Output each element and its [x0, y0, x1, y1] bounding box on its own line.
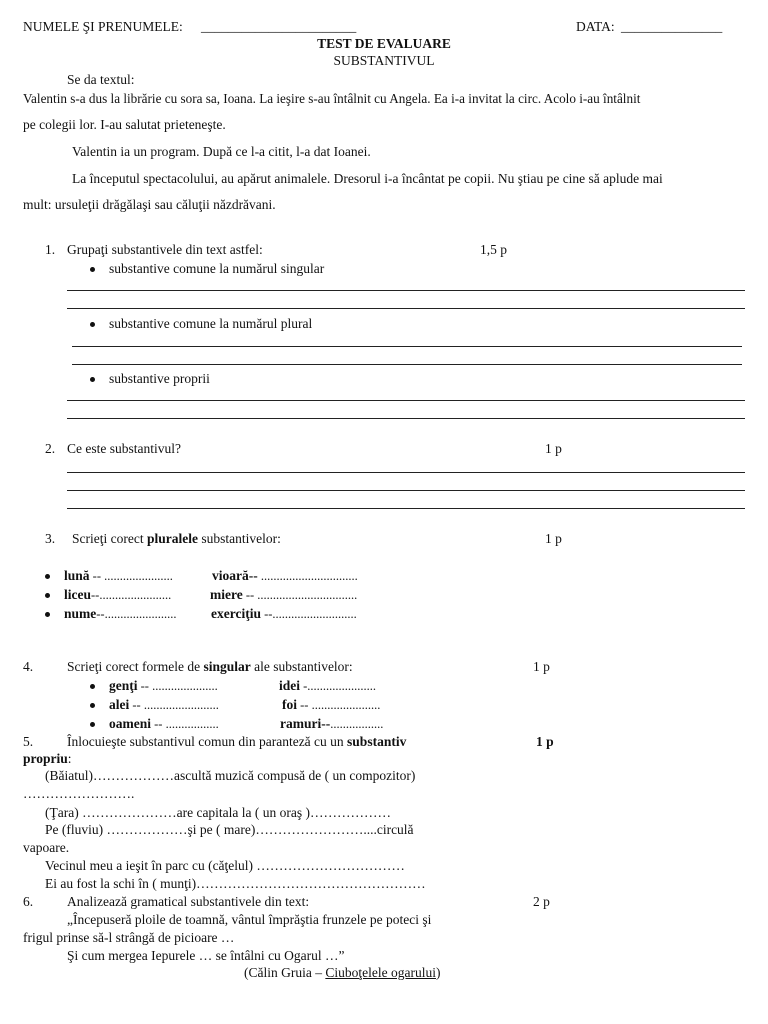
q4-word: oameni	[109, 716, 151, 731]
q3-row-3b	[211, 606, 357, 622]
q4-text-pre: Scrieţi corect formele de	[67, 659, 204, 674]
q4-word: ramuri--	[280, 716, 331, 731]
bullet-icon	[45, 574, 50, 579]
q6-text: Analizează gramatical substantivele din text:	[67, 894, 310, 909]
q3-word: nume	[64, 606, 97, 621]
q5-text-pre: Înlocuieşte substantivul comun din paranteză cu un	[67, 734, 348, 749]
q5-text-cont	[23, 751, 72, 767]
q4-number: 4.	[23, 659, 34, 674]
q3-row-3	[45, 606, 176, 622]
q5-colon: :	[67, 751, 72, 766]
q6-quote-line-1: „Începuseră ploile de toamnă, vântul împrăştia frunzele pe poteci şi	[67, 912, 432, 927]
q6-source-post: )	[435, 965, 441, 980]
q6-source-title: Ciuboţelele ogarului	[325, 965, 436, 980]
q4-word: alei	[109, 697, 130, 712]
q4-blank[interactable]: -......................	[300, 679, 377, 693]
q6-quote-line-2: frigul prinse să-l strângă de picioare …	[23, 930, 235, 945]
bullet-icon	[90, 703, 95, 708]
q4-blank[interactable]: -- ......................	[297, 698, 381, 712]
text-intro: Se da textul:	[67, 72, 135, 87]
q3-row-2b	[210, 587, 357, 603]
q4-word: foi	[282, 697, 297, 712]
bullet-icon	[90, 722, 95, 727]
q3-word: lună	[64, 568, 90, 583]
q3-text-post: substantivelor:	[197, 531, 281, 546]
q1-bullet-3-label: substantive proprii	[109, 371, 210, 386]
q1-text: Grupaţi substantivele din text astfel:	[67, 242, 263, 257]
q4-row-1	[90, 678, 218, 694]
q1-bullet-2-label: substantive comune la numărul plural	[109, 316, 313, 331]
q3-blank[interactable]: --...........................	[260, 607, 357, 621]
q3-blank[interactable]: ...............................	[257, 569, 358, 583]
q4-blank[interactable]: -- ........................	[129, 698, 219, 712]
name-blank[interactable]: _______________________	[201, 19, 357, 34]
q6-source-pre: (Călin Gruia –	[244, 965, 326, 980]
q4-row-3b	[280, 716, 383, 732]
q4-text-bold: singular	[203, 659, 251, 674]
q5-line-3: (Ţara) …………………are capitala la ( un oraş )………………	[45, 805, 392, 820]
answer-line[interactable]	[72, 364, 742, 365]
q3-text-pre: Scrieţi corect	[72, 531, 147, 546]
q1-bullet-3	[90, 371, 210, 387]
q4-row-1b	[279, 678, 376, 694]
q3-blank[interactable]: -- ................................	[242, 588, 358, 602]
q3-text-bold: pluralele	[146, 531, 198, 546]
q3-word: exerciţiu	[211, 606, 261, 621]
q4-word: idei	[279, 678, 301, 693]
q1-points: 1,5 p	[480, 242, 507, 257]
q4-blank[interactable]: .................	[330, 717, 384, 731]
q5-points: 1 p	[536, 734, 554, 749]
q2-text: Ce este substantivul?	[67, 441, 181, 456]
q3-row-1b	[212, 568, 358, 584]
q3-word: vioară--	[212, 568, 258, 583]
q4-row-2	[90, 697, 219, 713]
q6-points: 2 p	[533, 894, 550, 909]
page-title: TEST DE EVALUARE	[317, 36, 451, 51]
q5-text-bold-2: propriu	[23, 751, 68, 766]
q3-points: 1 p	[545, 531, 562, 546]
q3-blank[interactable]: -- ......................	[89, 569, 173, 583]
bullet-icon	[90, 684, 95, 689]
answer-line[interactable]	[67, 400, 745, 401]
answer-line[interactable]	[67, 508, 745, 509]
text-line-1: Valentin s-a dus la librărie cu sora sa, Ioana. La ieşire s-au întâlnit cu Angela. Ea i-a invitat la circ. Acolo i-au întâlnit	[23, 91, 641, 106]
page-subtitle: SUBSTANTIVUL	[333, 53, 435, 68]
text-line-3: Valentin ia un program. După ce l-a citit, l-a dat Ioanei.	[72, 144, 371, 159]
q5-number: 5.	[23, 734, 34, 749]
bullet-icon	[90, 322, 95, 327]
q5-line-4: Pe (fluviu) ………………şi pe ( mare)……………………....circulă	[45, 822, 414, 837]
q5-line-7: Ei au fost la schi în ( munţi)……………………………………………	[45, 876, 426, 891]
text-line-2: pe colegii lor. I-au salutat prieteneşte.	[23, 117, 226, 132]
q1-bullet-1	[90, 261, 324, 277]
q4-blank[interactable]: -- .................	[151, 717, 219, 731]
answer-line[interactable]	[67, 308, 745, 309]
bullet-icon	[45, 593, 50, 598]
q3-text	[72, 531, 281, 547]
q3-row-1	[45, 568, 173, 584]
q4-text	[67, 659, 353, 675]
q1-number: 1.	[45, 242, 56, 257]
q2-number: 2.	[45, 441, 56, 456]
answer-line[interactable]	[67, 290, 745, 291]
q6-source	[244, 965, 440, 981]
q3-blank[interactable]: --.......................	[96, 607, 177, 621]
q4-text-post: ale substantivelor:	[250, 659, 353, 674]
q3-word: miere	[210, 587, 243, 602]
answer-line[interactable]	[67, 490, 745, 491]
q4-blank[interactable]: -- .....................	[137, 679, 218, 693]
q2-points: 1 p	[545, 441, 562, 456]
q5-line-1: (Băiatul)………………ascultă muzică compusă de ( un compozitor)	[45, 768, 416, 783]
name-label: NUMELE ŞI PRENUMELE:	[23, 19, 183, 34]
q1-bullet-2	[90, 316, 312, 332]
q3-number: 3.	[45, 531, 56, 546]
q3-blank[interactable]: --.......................	[91, 588, 172, 602]
q5-text-bold: substantiv	[347, 734, 407, 749]
q3-row-2	[45, 587, 171, 603]
text-line-4: La începutul spectacolului, au apărut animalele. Dresorul i-a încântat pe copii. Nu ştiau pe cine să aplude mai	[72, 171, 663, 186]
q5-line-5: vapoare.	[23, 840, 70, 855]
q4-row-3	[90, 716, 219, 732]
q4-word: genţi	[109, 678, 138, 693]
answer-line[interactable]	[72, 346, 742, 347]
q4-points: 1 p	[533, 659, 550, 674]
text-line-5: mult: ursuleţii drăgălaşi sau căluţii năzdrăvani.	[23, 197, 276, 212]
q5-text	[67, 734, 406, 750]
date-label: DATA:	[576, 19, 615, 34]
q4-row-2b	[282, 697, 380, 713]
answer-line[interactable]	[67, 472, 745, 473]
bullet-icon	[90, 377, 95, 382]
q6-number: 6.	[23, 894, 34, 909]
answer-line[interactable]	[67, 418, 745, 419]
q6-quote-line-3: Şi cum mergea Iepurele … se întâlni cu Ogarul …”	[67, 948, 345, 963]
q1-bullet-1-label: substantive comune la numărul singular	[109, 261, 325, 276]
q5-line-2: …………………….	[23, 786, 135, 801]
q5-line-6: Vecinul meu a ieşit în parc cu (căţelul) ……………………………	[45, 858, 405, 873]
bullet-icon	[45, 612, 50, 617]
q3-word: liceu	[64, 587, 91, 602]
bullet-icon	[90, 267, 95, 272]
date-blank[interactable]: _______________	[621, 19, 723, 34]
